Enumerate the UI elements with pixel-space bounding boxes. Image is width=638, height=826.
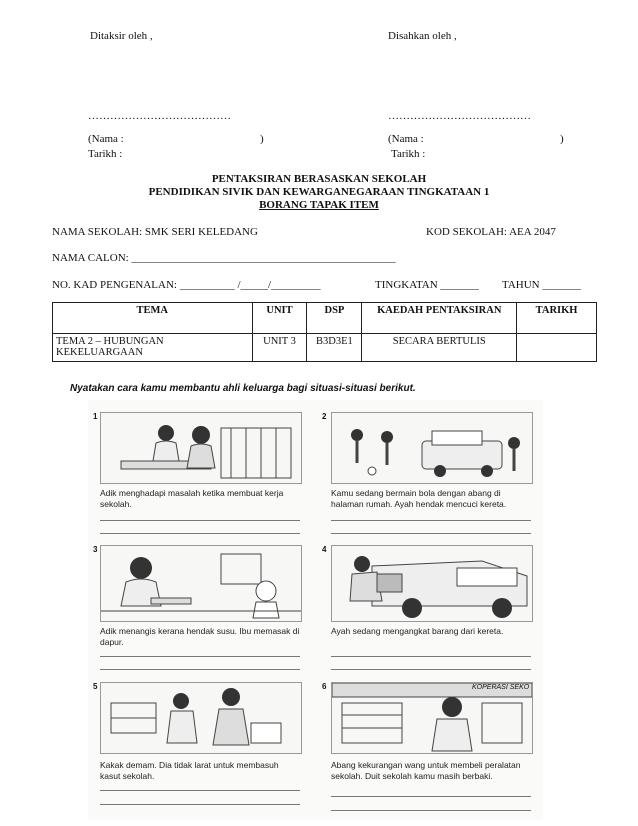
assessor-name-close: ) (260, 133, 264, 145)
answer-line (331, 656, 531, 657)
assessed-by-label: Ditaksir oleh , (90, 30, 153, 42)
table-row (53, 334, 597, 362)
table-header-tema: TEMA (53, 303, 253, 334)
homework-scene-icon (101, 413, 301, 483)
panel-1-illustration (100, 412, 302, 484)
table-cell-dsp: B3D3E1 (307, 334, 362, 362)
approver-name-close: ) (560, 133, 564, 145)
approver-date-label: Tarikh : (391, 148, 426, 160)
panel-4-illustration (331, 545, 533, 622)
crying-baby-scene-icon (101, 546, 301, 621)
table-header-tarikh: TARIKH (517, 303, 597, 334)
car-unloading-scene-icon (332, 546, 532, 621)
answer-line (100, 656, 300, 657)
table-header-kaedah: KAEDAH PENTAKSIRAN (362, 303, 517, 334)
assessor-date-label: Tarikh : (88, 148, 123, 160)
instruction-text: Nyatakan cara kamu membantu ahli keluarga bagi situasi-situasi berikut. (70, 383, 416, 394)
panel-number: 1 (93, 412, 98, 421)
year-field: TAHUN _______ (502, 279, 581, 291)
school-code-field: KOD SEKOLAH: AEA 2047 (426, 226, 556, 238)
item-site-table (52, 302, 597, 362)
table-cell-tema: TEMA 2 – HUBUNGAN KEKELUARGAAN (53, 334, 253, 362)
header-line-2: PENDIDIKAN SIVIK DAN KEWARGANEGARAAN TINGKATAAN 1 (148, 186, 490, 198)
sick-sister-scene-icon (101, 683, 301, 753)
school-coop-scene-icon (332, 683, 532, 753)
worksheet-illustration (88, 400, 543, 820)
answer-line (331, 533, 531, 534)
car-wash-scene-icon (332, 413, 532, 483)
answer-line (100, 669, 300, 670)
panel-6-illustration (331, 682, 533, 754)
panel-2-illustration (331, 412, 533, 484)
panel-3-illustration (100, 545, 302, 622)
approver-signature-line: ………………………………… (388, 110, 531, 122)
school-name-field: NAMA SEKOLAH: SMK SERI KELEDANG (52, 226, 258, 238)
form-level-field: TINGKATAN _______ (375, 279, 479, 291)
panel-2-caption: Kamu sedang bermain bola dengan abang di halaman rumah. Ayah hendak mencuci kereta. (331, 488, 507, 509)
panel-1-caption: Adik menghadapi masalah ketika membuat kerja sekolah. (100, 488, 284, 509)
approver-name-label: (Nama : (388, 133, 424, 145)
assessor-name-label: (Nama : (88, 133, 124, 145)
answer-line (100, 804, 300, 805)
panel-number: 6 (322, 682, 327, 691)
ic-number-field: NO. KAD PENGENALAN: __________ /_____/_________ (52, 279, 321, 291)
panel-number: 5 (93, 682, 98, 691)
table-header-dsp: DSP (307, 303, 362, 334)
candidate-name-field: NAMA CALON: ________________________________________________ (52, 252, 396, 264)
table-header-row (53, 303, 597, 334)
coop-sign: KOPERASI SEKO (472, 684, 530, 691)
panel-number: 2 (322, 412, 327, 421)
table-cell-tarikh (517, 334, 597, 362)
table-cell-unit: UNIT 3 (252, 334, 307, 362)
panel-6-caption: Abang kekurangan wang untuk membeli peralatan sekolah. Duit sekolah kamu masih berbaki. (331, 760, 521, 781)
answer-line (331, 669, 531, 670)
header-line-1: PENTAKSIRAN BERASASKAN SEKOLAH (211, 173, 427, 185)
answer-line (100, 790, 300, 791)
header-line-3: BORANG TAPAK ITEM (259, 199, 379, 211)
answer-line (100, 533, 300, 534)
assessor-signature-line: ………………………………… (88, 110, 231, 122)
panel-5-illustration (100, 682, 302, 754)
panel-number: 4 (322, 545, 327, 554)
answer-line (331, 520, 531, 521)
answer-line (100, 520, 300, 521)
panel-5-caption: Kakak demam. Dia tidak larat untuk membasuh kasut sekolah. (100, 760, 279, 781)
approved-by-label: Disahkan oleh , (388, 30, 457, 42)
answer-line (331, 796, 531, 797)
panel-3-caption: Adik menangis kerana hendak susu. Ibu memasak di dapur. (100, 626, 300, 647)
table-cell-kaedah: SECARA BERTULIS (362, 334, 517, 362)
answer-line (331, 810, 531, 811)
panel-4-caption: Ayah sedang mengangkat barang dari kereta. (331, 626, 504, 636)
table-header-unit: UNIT (252, 303, 307, 334)
panel-number: 3 (93, 545, 98, 554)
